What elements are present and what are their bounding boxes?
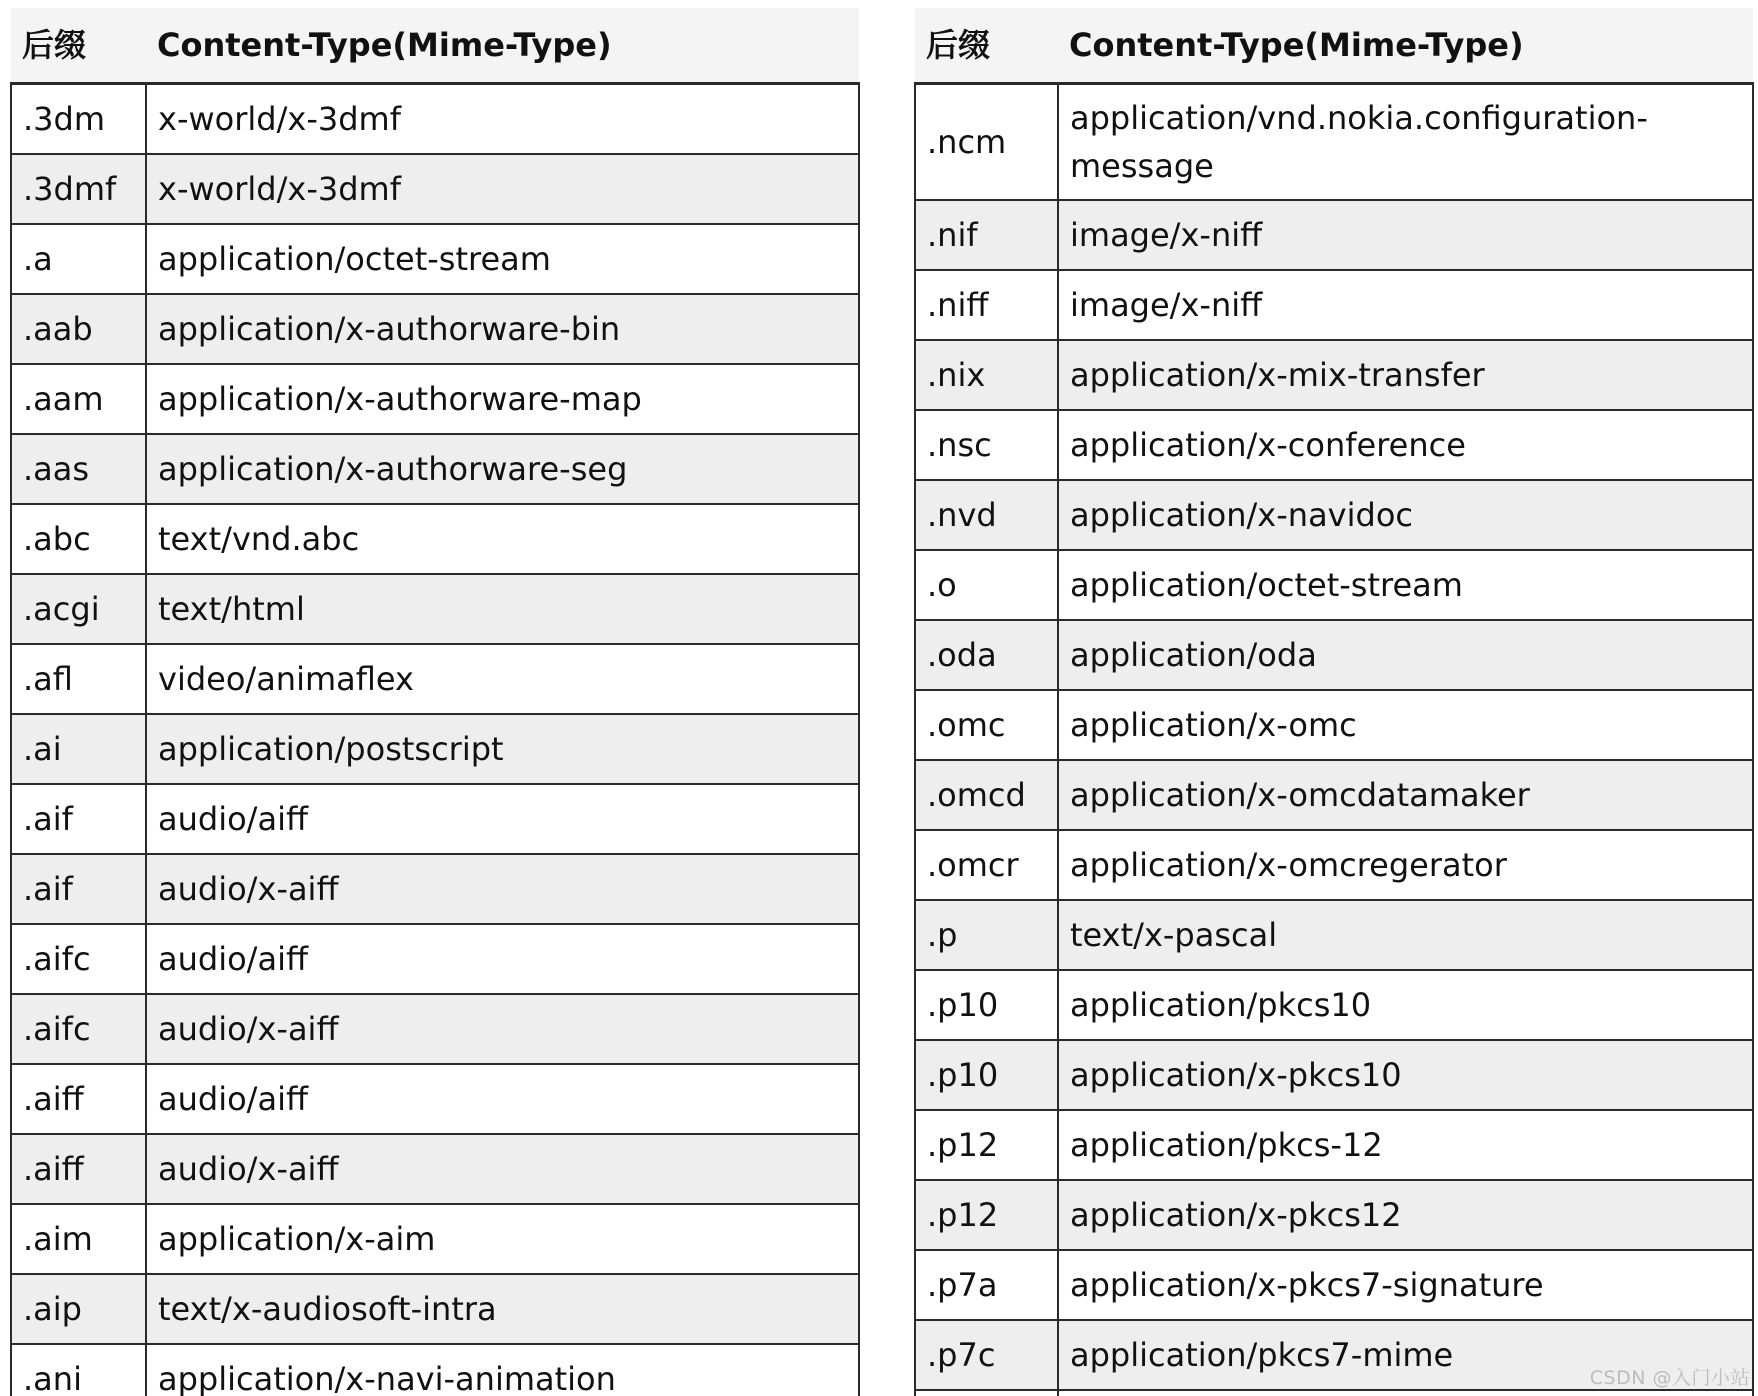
header-ext: 后缀 — [915, 8, 1058, 84]
mime-cell: text/vnd.abc — [146, 504, 859, 574]
ext-cell: .nix — [915, 340, 1058, 410]
mime-cell: text/x-audiosoft-intra — [146, 1274, 859, 1344]
table-row — [915, 84, 1753, 201]
ext-cell: .3dmf — [11, 154, 146, 224]
mime-cell: audio/aiff — [146, 784, 859, 854]
mime-cell: application/x-pkcs7-signature — [1058, 1250, 1753, 1320]
ext-cell: .oda — [915, 620, 1058, 690]
mime-cell: application/x-omc — [1058, 690, 1753, 760]
header-row — [915, 8, 1753, 84]
table-row — [11, 1274, 859, 1344]
header-content-type: Content-Type(Mime-Type) — [146, 8, 859, 84]
mime-cell: text/x-pascal — [1058, 900, 1753, 970]
mime-cell: application/x-pkcs12 — [1058, 1180, 1753, 1250]
ext-cell: .aiff — [11, 1134, 146, 1204]
table-row — [11, 644, 859, 714]
csdn-watermark: CSDN @入门小站 — [1589, 1367, 1750, 1389]
table-row — [915, 1040, 1753, 1110]
ext-cell: .p7a — [915, 1250, 1058, 1320]
table-row — [11, 1064, 859, 1134]
table-row — [11, 84, 859, 155]
table-row — [915, 550, 1753, 620]
header-content-type: Content-Type(Mime-Type) — [1058, 8, 1753, 84]
ext-cell: .aifc — [11, 924, 146, 994]
mime-cell: text/html — [146, 574, 859, 644]
right-mime-table-container — [914, 8, 1754, 1396]
table-row — [915, 620, 1753, 690]
table-row — [11, 994, 859, 1064]
mime-cell: application/x-navidoc — [1058, 480, 1753, 550]
table-row — [915, 340, 1753, 410]
mime-cell: application/postscript — [146, 714, 859, 784]
ext-cell: .ncm — [915, 84, 1058, 201]
ext-cell: .p12 — [915, 1110, 1058, 1180]
ext-cell: .omc — [915, 690, 1058, 760]
ext-cell: .p7c — [915, 1320, 1058, 1390]
table-row — [915, 830, 1753, 900]
mime-cell: application/x-conference — [1058, 410, 1753, 480]
table-row — [11, 854, 859, 924]
mime-cell: application/x-aim — [146, 1204, 859, 1274]
table-row — [11, 504, 859, 574]
mime-cell: audio/x-aiff — [146, 994, 859, 1064]
mime-cell: application/pkcs10 — [1058, 970, 1753, 1040]
table-row — [915, 200, 1753, 270]
mime-cell: x-world/x-3dmf — [146, 154, 859, 224]
ext-cell: .p10 — [915, 1040, 1058, 1110]
mime-cell — [1058, 1390, 1753, 1396]
ext-cell: .p12 — [915, 1180, 1058, 1250]
table-row — [11, 714, 859, 784]
ext-cell: .p — [915, 900, 1058, 970]
mime-cell: audio/x-aiff — [146, 1134, 859, 1204]
mime-cell: application/pkcs-12 — [1058, 1110, 1753, 1180]
table-row — [11, 154, 859, 224]
mime-cell: application/pkcs7-mime — [1058, 1320, 1753, 1390]
mime-cell: application/x-navi-animation — [146, 1344, 859, 1396]
mime-cell: application/x-authorware-seg — [146, 434, 859, 504]
ext-cell: .a — [11, 224, 146, 294]
ext-cell: .omcd — [915, 760, 1058, 830]
ext-cell: .abc — [11, 504, 146, 574]
table-row — [11, 434, 859, 504]
table-row — [11, 1344, 859, 1396]
ext-cell: .nsc — [915, 410, 1058, 480]
mime-cell: image/x-niff — [1058, 200, 1753, 270]
table-row — [915, 1180, 1753, 1250]
ext-cell: .ai — [11, 714, 146, 784]
table-row — [915, 480, 1753, 550]
mime-cell: application/x-omcdatamaker — [1058, 760, 1753, 830]
ext-cell: .niff — [915, 270, 1058, 340]
mime-cell: audio/x-aiff — [146, 854, 859, 924]
ext-cell: .ani — [11, 1344, 146, 1396]
table-row — [11, 784, 859, 854]
table-row — [11, 924, 859, 994]
left-mime-table-container — [10, 8, 860, 1396]
mime-cell: application/x-mix-transfer — [1058, 340, 1753, 410]
mime-cell: application/octet-stream — [146, 224, 859, 294]
table-row — [915, 270, 1753, 340]
ext-cell: .acgi — [11, 574, 146, 644]
ext-cell: .p10 — [915, 970, 1058, 1040]
mime-cell: application/vnd.nokia.configuration-message — [1058, 84, 1753, 201]
mime-cell: application/x-authorware-map — [146, 364, 859, 434]
table-row — [11, 1204, 859, 1274]
ext-cell: .aas — [11, 434, 146, 504]
ext-cell: .aiff — [11, 1064, 146, 1134]
ext-cell: .o — [915, 550, 1058, 620]
table-row — [915, 410, 1753, 480]
table-row — [915, 760, 1753, 830]
ext-cell — [915, 1390, 1058, 1396]
header-ext: 后缀 — [11, 8, 146, 84]
mime-cell: audio/aiff — [146, 924, 859, 994]
mime-cell: application/octet-stream — [1058, 550, 1753, 620]
table-row — [11, 294, 859, 364]
ext-cell: .nif — [915, 200, 1058, 270]
mime-cell: application/oda — [1058, 620, 1753, 690]
mime-cell: audio/aiff — [146, 1064, 859, 1134]
ext-cell: .aif — [11, 784, 146, 854]
mime-cell: application/x-pkcs10 — [1058, 1040, 1753, 1110]
table-row — [915, 1250, 1753, 1320]
mime-cell: application/x-omcregerator — [1058, 830, 1753, 900]
mime-cell: image/x-niff — [1058, 270, 1753, 340]
ext-cell: .nvd — [915, 480, 1058, 550]
table-row — [915, 970, 1753, 1040]
right-mime-table — [914, 8, 1754, 1396]
ext-cell: .aab — [11, 294, 146, 364]
table-row — [915, 690, 1753, 760]
ext-cell: .aifc — [11, 994, 146, 1064]
ext-cell: .3dm — [11, 84, 146, 155]
ext-cell: .aif — [11, 854, 146, 924]
ext-cell: .omcr — [915, 830, 1058, 900]
ext-cell: .afl — [11, 644, 146, 714]
table-row — [915, 900, 1753, 970]
ext-cell: .aim — [11, 1204, 146, 1274]
mime-cell: x-world/x-3dmf — [146, 84, 859, 155]
mime-cell: video/animaflex — [146, 644, 859, 714]
ext-cell: .aip — [11, 1274, 146, 1344]
header-row — [11, 8, 859, 84]
table-row — [11, 574, 859, 644]
table-row — [11, 1134, 859, 1204]
table-row-partial — [915, 1390, 1753, 1396]
table-row — [11, 224, 859, 294]
table-row — [915, 1110, 1753, 1180]
table-row — [11, 364, 859, 434]
left-mime-table — [10, 8, 860, 1396]
ext-cell: .aam — [11, 364, 146, 434]
mime-cell: application/x-authorware-bin — [146, 294, 859, 364]
